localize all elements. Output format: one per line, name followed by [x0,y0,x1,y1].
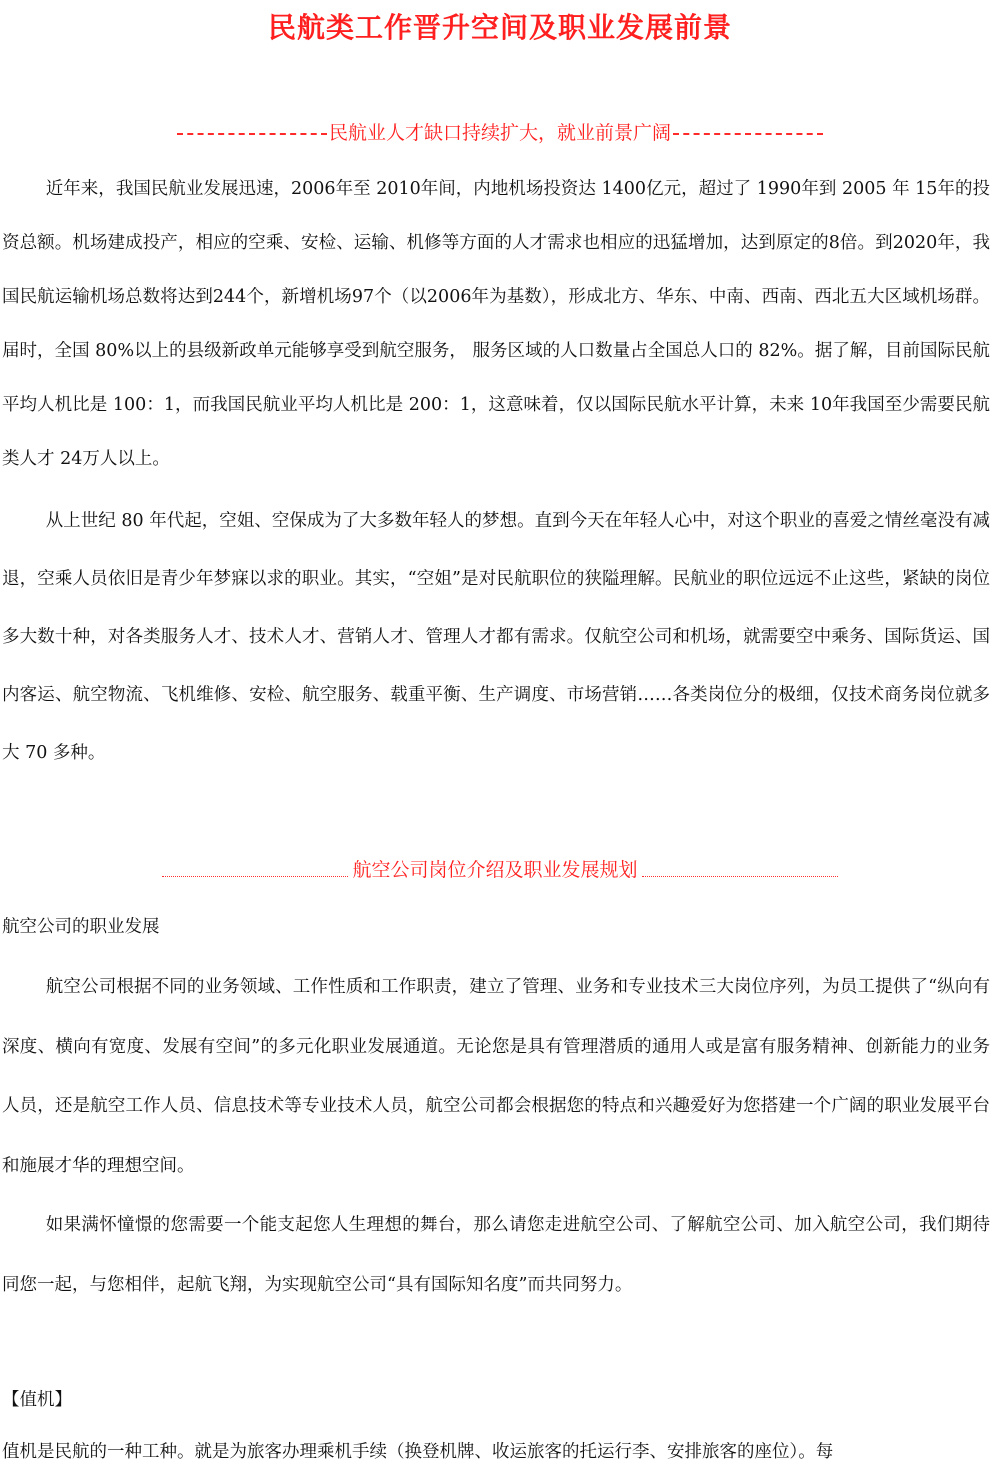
page-title: 民航类工作晋升空间及职业发展前景 [267,11,732,44]
paragraph: 近年来，我国民航业发展迅速，2006年至 2010年间，内地机场投资达 1400亿元，超过了 1990年到 2005 年 15年的投资总额。机场建成投产，相应的空乘、安检、运输、机修等方面的人才需求也相应的迅猛增加，达到原定的8倍。到2020年，我国民航运输机场总数将达到244个，新增机场97个（以2006年为基数），形成北方、华东、中南、西南、西北五大区域机场群。届时，全国 80%以上的县级新政单元能够享受到航空服务， 服务区域的人口数量占全国总人口的 82%。据了解，目前国际民航平均人机比是 100：1，而我国民航业平均人机比是 200：1，这意味着，仅以国际民航水平计算，未来 10年我国至少需要民航类人才 24万人以上。 [2,179,990,469]
paragraph: 从上世纪 80 年代起，空姐、空保成为了大多数年轻人的梦想。直到今天在年轻人心中，对这个职业的喜爱之情丝毫没有减退，空乘人员依旧是青少年梦寐以求的职业。其实，“空姐”是对民航职位的狭隘理解。民航业的职位远远不止这些，紧缺的岗位多大数十种，对各类服务人才、技术人才、营销人才、管理人才都有需求。仅航空公司和机场，就需要空中乘务、国际货运、国内客运、航空物流、飞机维修、安检、航空服务、载重平衡、生产调度、市场营销……各类岗位分的极细，仅技术商务岗位就多大 70 多种。 [2,511,990,763]
subheading: 航空公司的职业发展 [2,917,160,937]
heading-left-dash [177,133,327,135]
section-1-heading-row [0,120,1000,146]
section-2-heading: 航空公司岗位介绍及职业发展规划 [352,859,638,881]
heading-left-dots [162,876,348,877]
checkin-heading: 【值机】 [2,1390,72,1410]
paragraph: 航空公司根据不同的业务领域、工作性质和工作职责，建立了管理、业务和专业技术三大岗位序列，为员工提供了“纵向有深度、横向有宽度、发展有空间”的多元化职业发展通道。无论您是具有管理潜质的通用人或是富有服务精神、创新能力的业务人员，还是航空工作人员、信息技术等专业技术人员，航空公司都会根据您的特点和兴趣爱好为您搭建一个广阔的职业发展平台和施展才华的理想空间。 [2,977,990,1176]
paragraph: 如果满怀憧憬的您需要一个能支起您人生理想的舞台，那么请您走进航空公司、了解航空公司、加入航空公司，我们期待同您一起，与您相伴，起航飞翔，为实现航空公司“具有国际知名度”而共同努力。 [2,1215,990,1295]
section-2-heading-row [0,857,1000,883]
heading-right-dots [642,876,838,877]
paragraph: 值机是民航的一种工种。就是为旅客办理乘机手续（换登机牌、收运旅客的托运行李、安排旅客的座位）。每 [2,1442,834,1462]
section-1-heading: 民航业人才缺口持续扩大，就业前景广阔 [328,122,671,144]
heading-right-dash [673,133,823,135]
